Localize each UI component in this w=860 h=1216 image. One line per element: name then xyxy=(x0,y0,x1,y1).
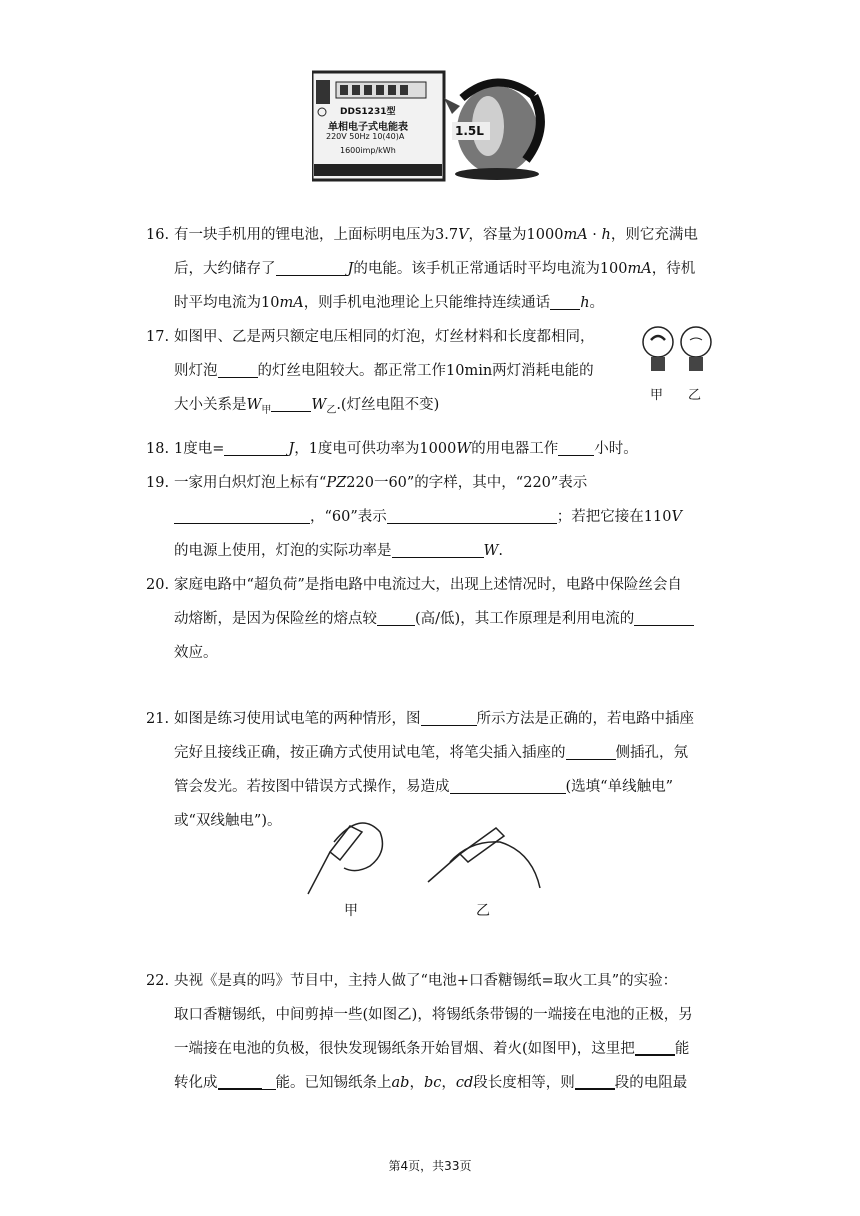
text-run: 完好且接线正确，按正确方式使用试电笔，将笔尖插入插座的 xyxy=(174,745,566,761)
meter-kettle-figure xyxy=(312,68,552,182)
question-number: 19. xyxy=(146,475,170,491)
question-body xyxy=(174,218,718,320)
text-run: .(灯丝电阻不变) xyxy=(336,397,440,413)
text-run: ，则它充满电 xyxy=(610,227,698,243)
text-run: 所示方法是正确的，若电路中插座 xyxy=(476,711,694,727)
text-run: 央视《是真的吗》节目中，主持人做了“电池+口香糖锡纸=取火工具”的实验： xyxy=(174,973,678,989)
text-run: 后，大约储存了 xyxy=(174,261,276,277)
question-line xyxy=(174,534,718,568)
text-run: 或“双线触电”)。 xyxy=(174,813,282,829)
answer-blank[interactable] xyxy=(174,505,310,524)
question-line xyxy=(174,736,718,770)
text-run: ，1度电可供功率为1000 xyxy=(294,441,457,457)
text-run: 能 xyxy=(674,1041,690,1057)
question-line xyxy=(174,702,718,736)
text-run: 则灯泡 xyxy=(174,363,218,379)
meter-imp-label: 1600imp/kWh xyxy=(340,146,396,155)
math-variable: ab xyxy=(391,1075,410,1091)
answer-blank[interactable] xyxy=(271,393,311,412)
question-line xyxy=(174,770,718,804)
math-variable: J xyxy=(347,261,354,277)
answer-blank[interactable] xyxy=(558,437,594,456)
question-line xyxy=(174,252,718,286)
question-line xyxy=(174,602,718,636)
text-run: 动熔断，是因为保险丝的熔点较 xyxy=(174,611,377,627)
text-run: 一端接在电池的负极，很快发现锡纸条开始冒烟、着火(如图甲)，这里把 xyxy=(174,1041,635,1057)
question-line xyxy=(174,388,626,428)
text-run: · xyxy=(587,227,602,243)
math-variable: W xyxy=(456,441,472,457)
question-line xyxy=(174,998,718,1032)
page-footer: 第4页，共33页 xyxy=(388,1159,472,1173)
text-run: 小时。 xyxy=(594,441,638,457)
bulb-label-jia: 甲 xyxy=(650,388,664,403)
text-run: 时平均电流为10 xyxy=(174,295,280,311)
meter-model-label: DDS1231型 xyxy=(340,107,396,117)
question-16 xyxy=(146,218,718,320)
answer-blank[interactable] xyxy=(224,437,288,456)
text-run: ，容量为1000 xyxy=(468,227,564,243)
math-variable: bc xyxy=(423,1075,442,1091)
answer-blank[interactable] xyxy=(566,741,616,760)
bulb-illustration xyxy=(638,322,718,382)
bulbs-figure xyxy=(638,322,718,408)
question-line xyxy=(174,286,718,320)
text-run: 家庭电路中“超负荷”是指电路中电流过大，出现上述情况时，电路中保险丝会自 xyxy=(174,577,682,593)
math-variable: PZ xyxy=(326,475,347,491)
question-body xyxy=(174,466,718,568)
answer-blank[interactable] xyxy=(218,1070,262,1090)
text-run: ， xyxy=(409,1075,424,1091)
text-run: 有一块手机用的锂电池，上面标明电压为3.7 xyxy=(174,227,459,243)
math-variable: W xyxy=(246,397,262,413)
text-run: 的灯丝电阻较大。都正常工作10min两灯消耗电能的 xyxy=(257,363,594,379)
text-run: 的电源上使用，灯泡的实际功率是 xyxy=(174,543,392,559)
test-pen-figure xyxy=(300,812,550,924)
answer-blank[interactable] xyxy=(575,1070,615,1090)
text-run: 管会发光。若按图中错误方式操作，易造成 xyxy=(174,779,450,795)
bulb-label-yi: 乙 xyxy=(688,388,702,403)
answer-blank[interactable] xyxy=(262,1071,276,1090)
question-22 xyxy=(146,964,718,1100)
math-variable: V xyxy=(671,509,682,525)
kettle-capacity-label: 1.5L xyxy=(455,124,484,138)
pen-label-jia: 甲 xyxy=(344,903,358,919)
math-variable: mA xyxy=(563,227,588,243)
answer-blank[interactable] xyxy=(421,707,477,726)
text-run: 能。已知锡纸条上 xyxy=(275,1075,392,1091)
subscript: 乙 xyxy=(326,405,337,416)
question-line xyxy=(174,1032,718,1066)
question-body xyxy=(174,568,718,670)
question-number: 18. xyxy=(146,441,170,457)
text-run: ，待机 xyxy=(651,261,696,277)
question-line xyxy=(174,568,718,602)
question-line xyxy=(174,354,626,388)
text-run: 1度电= xyxy=(174,441,225,457)
answer-blank[interactable] xyxy=(276,257,348,276)
text-run: 段长度相等，则 xyxy=(473,1075,575,1091)
subscript: 甲 xyxy=(261,405,272,416)
math-variable: mA xyxy=(279,295,304,311)
question-line xyxy=(174,466,718,500)
math-variable: V xyxy=(458,227,469,243)
text-run: 转化成 xyxy=(174,1075,218,1091)
pen-label-yi: 乙 xyxy=(476,903,490,919)
text-run: (高/低)，其工作原理是利用电流的 xyxy=(415,611,635,627)
answer-blank[interactable] xyxy=(550,291,580,310)
text-run: 效应。 xyxy=(174,645,218,661)
text-run: 取口香糖锡纸，中间剪掉一些(如图乙)，将锡纸条带锡的一端接在电池的正极，另 xyxy=(174,1007,693,1023)
question-body xyxy=(174,432,718,466)
answer-blank[interactable] xyxy=(377,607,415,626)
answer-blank[interactable] xyxy=(635,1036,675,1056)
text-run: 的用电器工作 xyxy=(471,441,559,457)
answer-blank[interactable] xyxy=(387,505,557,524)
text-run: (选填“单线触电” xyxy=(565,779,673,795)
answer-blank[interactable] xyxy=(450,775,566,794)
question-line xyxy=(174,636,718,670)
text-run: ， xyxy=(441,1075,456,1091)
answer-blank[interactable] xyxy=(634,607,694,626)
text-run: 的电能。该手机正常通话时平均电流为100 xyxy=(353,261,628,277)
math-variable: J xyxy=(288,441,295,457)
question-line xyxy=(174,964,718,998)
text-run: 220一60”的字样，其中，“220”表示 xyxy=(346,475,588,491)
question-18 xyxy=(146,432,718,466)
text-run: 大小关系是 xyxy=(174,397,247,413)
question-line xyxy=(174,218,718,252)
text-run: 段的电阻最 xyxy=(614,1075,688,1091)
question-17 xyxy=(146,320,626,428)
math-variable: h xyxy=(580,295,590,311)
question-line xyxy=(174,320,626,354)
question-number: 22. xyxy=(146,973,170,989)
question-number: 21. xyxy=(146,711,170,727)
question-20 xyxy=(146,568,718,670)
math-variable: mA xyxy=(627,261,652,277)
question-number: 16. xyxy=(146,227,170,243)
text-run: 如图是练习使用试电笔的两种情形，图 xyxy=(174,711,421,727)
question-line xyxy=(174,500,718,534)
text-run: 一家用白炽灯泡上标有“ xyxy=(174,475,327,491)
question-body xyxy=(174,964,718,1100)
text-run: ，则手机电池理论上只能维持连续通话 xyxy=(303,295,551,311)
text-run: . xyxy=(498,543,504,559)
question-body xyxy=(174,320,626,428)
math-variable: W xyxy=(311,397,327,413)
test-pen-illustration xyxy=(300,812,550,898)
meter-name-label: 单相电子式电能表 xyxy=(328,122,408,133)
text-run: 。 xyxy=(589,295,605,311)
question-line xyxy=(174,432,718,466)
answer-blank[interactable] xyxy=(392,539,484,558)
math-variable: cd xyxy=(455,1075,474,1091)
text-run: 侧插孔，氖 xyxy=(615,745,688,761)
question-number: 20. xyxy=(146,577,170,593)
question-number: 17. xyxy=(146,329,170,345)
question-19 xyxy=(146,466,718,568)
text-run: 如图甲、乙是两只额定电压相同的灯泡，灯丝材料和长度都相同， xyxy=(174,329,595,345)
text-run: ；若把它接在110 xyxy=(556,509,672,525)
text-run: ，“60”表示 xyxy=(310,509,387,525)
question-line xyxy=(174,1066,718,1100)
math-variable: W xyxy=(483,543,499,559)
math-variable: h xyxy=(601,227,611,243)
meter-spec-label: 220V 50Hz 10(40)A xyxy=(326,132,405,141)
answer-blank[interactable] xyxy=(218,359,258,378)
